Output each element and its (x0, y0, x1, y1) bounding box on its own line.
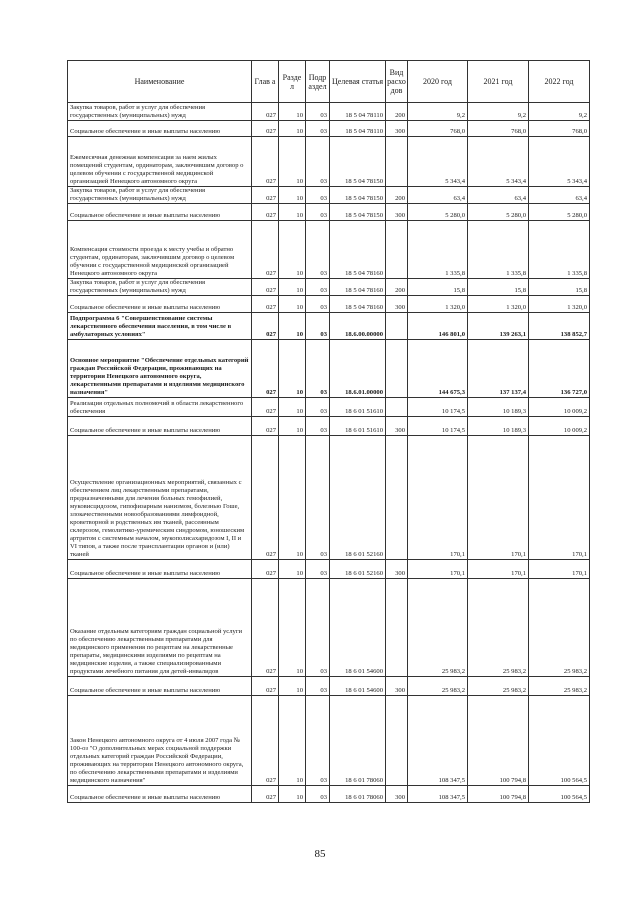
row-podrazdel: 03 (306, 296, 330, 313)
row-name: Закупка товаров, работ и услуг для обеспечения государственных (муниципальных) нужд (68, 279, 252, 296)
row-value-2022: 1 320,0 (529, 296, 590, 313)
table-row (68, 221, 590, 279)
row-glava: 027 (252, 696, 279, 786)
table-row (68, 204, 590, 221)
row-value-2022: 25 983,2 (529, 579, 590, 677)
row-glava: 027 (252, 121, 279, 137)
row-razdel: 10 (279, 137, 306, 187)
row-value-2022: 1 335,8 (529, 221, 590, 279)
row-value-2022: 9,2 (529, 103, 590, 121)
row-value-2021: 10 189,3 (468, 398, 529, 417)
header-expense-type: Вид расхо дов (386, 61, 408, 103)
row-expense-type (386, 221, 408, 279)
row-podrazdel: 03 (306, 121, 330, 137)
table-row (68, 398, 590, 417)
table-row (68, 417, 590, 436)
row-value-2020: 146 801,0 (408, 313, 468, 340)
row-value-2022: 100 564,5 (529, 786, 590, 803)
row-target-article: 18 6 01 52160 (330, 436, 386, 560)
row-value-2020: 1 335,8 (408, 221, 468, 279)
row-target-article: 18 5 04 78110 (330, 103, 386, 121)
row-podrazdel: 03 (306, 279, 330, 296)
row-glava: 027 (252, 417, 279, 436)
row-value-2022: 15,8 (529, 279, 590, 296)
row-name: Социальное обеспечение и иные выплаты населению (68, 296, 252, 313)
row-podrazdel: 03 (306, 340, 330, 398)
row-expense-type: 300 (386, 786, 408, 803)
row-razdel: 10 (279, 417, 306, 436)
row-expense-type (386, 313, 408, 340)
table-row (68, 436, 590, 560)
header-razdel: Разде л (279, 61, 306, 103)
table-row (68, 279, 590, 296)
row-podrazdel: 03 (306, 417, 330, 436)
row-value-2021: 100 794,8 (468, 786, 529, 803)
row-expense-type (386, 137, 408, 187)
row-value-2021: 5 343,4 (468, 137, 529, 187)
row-glava: 027 (252, 296, 279, 313)
table-row (68, 103, 590, 121)
row-expense-type (386, 696, 408, 786)
row-razdel: 10 (279, 340, 306, 398)
row-value-2020: 108 347,5 (408, 786, 468, 803)
row-name: Закупка товаров, работ и услуг для обеспечения государственных (муниципальных) нужд (68, 103, 252, 121)
row-value-2020: 10 174,5 (408, 398, 468, 417)
table-row (68, 187, 590, 204)
row-target-article: 18 6 01 78060 (330, 696, 386, 786)
header-year-2020: 2020 год (408, 61, 468, 103)
table-row (68, 137, 590, 187)
header-year-2022: 2022 год (529, 61, 590, 103)
row-glava: 027 (252, 204, 279, 221)
row-podrazdel: 03 (306, 677, 330, 696)
row-target-article: 18 6 01 51610 (330, 417, 386, 436)
row-razdel: 10 (279, 221, 306, 279)
row-value-2022: 5 343,4 (529, 137, 590, 187)
row-razdel: 10 (279, 436, 306, 560)
row-target-article: 18 5 04 78110 (330, 121, 386, 137)
row-glava: 027 (252, 560, 279, 579)
row-name: Оказание отдельным категориям граждан социальной услуги по обеспечению лекарственными препаратами для медицинского применения по рецептам на лекарственные препараты, медицинскими изделиями по рецептам на медицинские изделия, а также специализированными продуктами лечебного питания для детей-инвалидов (68, 579, 252, 677)
row-value-2020: 1 320,0 (408, 296, 468, 313)
row-razdel: 10 (279, 103, 306, 121)
row-name: Подпрограмма 6 "Совершенствование системы лекарственного обеспечения населения, в том числе в амбулаторных условиях" (68, 313, 252, 340)
row-value-2020: 15,8 (408, 279, 468, 296)
header-year-2021: 2021 год (468, 61, 529, 103)
row-value-2022: 10 009,2 (529, 398, 590, 417)
row-name: Социальное обеспечение и иные выплаты населению (68, 121, 252, 137)
row-target-article: 18.6.01.00000 (330, 340, 386, 398)
row-value-2021: 15,8 (468, 279, 529, 296)
table-row (68, 786, 590, 803)
row-value-2020: 144 675,3 (408, 340, 468, 398)
row-podrazdel: 03 (306, 786, 330, 803)
row-value-2020: 9,2 (408, 103, 468, 121)
row-name: Основное мероприятие "Обеспечение отдельных категорий граждан Российской Федерации, проживающих на территории Ненецкого автономного округа, лекарственными препаратами и изделиями медицинского назначения" (68, 340, 252, 398)
row-razdel: 10 (279, 279, 306, 296)
row-value-2020: 25 983,2 (408, 677, 468, 696)
row-value-2022: 10 009,2 (529, 417, 590, 436)
row-target-article: 18 5 04 78150 (330, 187, 386, 204)
header-glava: Глав а (252, 61, 279, 103)
row-podrazdel: 03 (306, 103, 330, 121)
row-value-2020: 5 280,0 (408, 204, 468, 221)
row-target-article: 18.6.00.00000 (330, 313, 386, 340)
row-name: Социальное обеспечение и иные выплаты населению (68, 417, 252, 436)
row-name: Компенсация стоимости проезда к месту учебы и обратно студентам, ординаторам, заключившим договор о целевом обучении с государственной медицинской организацией Ненецкого автономного округа (68, 221, 252, 279)
page-number: 85 (314, 848, 326, 860)
row-glava: 027 (252, 279, 279, 296)
row-podrazdel: 03 (306, 560, 330, 579)
row-razdel: 10 (279, 786, 306, 803)
row-razdel: 10 (279, 313, 306, 340)
row-glava: 027 (252, 436, 279, 560)
row-glava: 027 (252, 137, 279, 187)
row-name: Закон Ненецкого автономного округа от 4 июля 2007 года № 100-оз "О дополнительных мерах социальной поддержки отдельных категорий граждан Российской Федерации, проживающих на территории Ненецкого автономного округа, по обеспечению лекарственными препаратами и изделиями медицинского назначения" (68, 696, 252, 786)
row-expense-type: 200 (386, 103, 408, 121)
row-glava: 027 (252, 187, 279, 204)
row-razdel: 10 (279, 398, 306, 417)
row-razdel: 10 (279, 187, 306, 204)
row-glava: 027 (252, 221, 279, 279)
row-expense-type (386, 398, 408, 417)
row-value-2021: 139 263,1 (468, 313, 529, 340)
row-glava: 027 (252, 579, 279, 677)
row-expense-type: 300 (386, 417, 408, 436)
row-name: Социальное обеспечение и иные выплаты населению (68, 560, 252, 579)
row-razdel: 10 (279, 204, 306, 221)
header-podrazdel: Подр аздел (306, 61, 330, 103)
row-value-2020: 170,1 (408, 560, 468, 579)
row-value-2022: 63,4 (529, 187, 590, 204)
row-razdel: 10 (279, 579, 306, 677)
row-podrazdel: 03 (306, 137, 330, 187)
header-target-article: Целевая статья (330, 61, 386, 103)
row-name: Реализация отдельных полномочий в области лекарственного обеспечения (68, 398, 252, 417)
row-value-2021: 25 983,2 (468, 579, 529, 677)
table-row (68, 121, 590, 137)
row-expense-type (386, 340, 408, 398)
row-value-2021: 63,4 (468, 187, 529, 204)
table-row (68, 313, 590, 340)
row-value-2022: 170,1 (529, 436, 590, 560)
row-value-2021: 5 280,0 (468, 204, 529, 221)
row-name: Социальное обеспечение и иные выплаты населению (68, 204, 252, 221)
row-value-2022: 170,1 (529, 560, 590, 579)
row-target-article: 18 6 01 54600 (330, 579, 386, 677)
row-glava: 027 (252, 313, 279, 340)
row-expense-type: 300 (386, 121, 408, 137)
row-podrazdel: 03 (306, 398, 330, 417)
row-glava: 027 (252, 103, 279, 121)
row-value-2022: 768,0 (529, 121, 590, 137)
row-podrazdel: 03 (306, 696, 330, 786)
row-value-2020: 63,4 (408, 187, 468, 204)
row-value-2020: 10 174,5 (408, 417, 468, 436)
row-value-2020: 170,1 (408, 436, 468, 560)
row-value-2022: 5 280,0 (529, 204, 590, 221)
row-name: Закупка товаров, работ и услуг для обеспечения государственных (муниципальных) нужд (68, 187, 252, 204)
row-razdel: 10 (279, 296, 306, 313)
row-expense-type: 200 (386, 279, 408, 296)
row-value-2020: 25 983,2 (408, 579, 468, 677)
table-row (68, 296, 590, 313)
row-value-2020: 768,0 (408, 121, 468, 137)
table-row (68, 340, 590, 398)
row-razdel: 10 (279, 696, 306, 786)
row-value-2021: 9,2 (468, 103, 529, 121)
table-body (68, 103, 590, 803)
row-expense-type: 300 (386, 560, 408, 579)
row-value-2021: 170,1 (468, 436, 529, 560)
row-value-2021: 137 137,4 (468, 340, 529, 398)
row-value-2021: 768,0 (468, 121, 529, 137)
row-name: Социальное обеспечение и иные выплаты населению (68, 786, 252, 803)
row-expense-type (386, 579, 408, 677)
row-expense-type (386, 436, 408, 560)
row-name: Осуществление организационных мероприятий, связанных с обеспечением лиц лекарственными препаратами, предназначенными для лечения больных гемофилией, муковисцидозом, гипофизарным нанизмом, болезнью Гоше, злокачественными новообразованиями лимфоидной, кроветворной и родственных им тканей, рассеянным склерозом, гемолитико-уремическим синдромом, юношеским артритом с системным началом, мукополисахаридозом I, II и VI типов, а также после трансплантации органов и (или) тканей (68, 436, 252, 560)
row-target-article: 18 5 04 78150 (330, 137, 386, 187)
row-value-2022: 136 727,0 (529, 340, 590, 398)
table-row (68, 560, 590, 579)
row-expense-type: 200 (386, 187, 408, 204)
row-podrazdel: 03 (306, 436, 330, 560)
row-value-2021: 1 320,0 (468, 296, 529, 313)
row-razdel: 10 (279, 677, 306, 696)
row-razdel: 10 (279, 560, 306, 579)
budget-table (67, 60, 590, 803)
row-target-article: 18 6 01 52160 (330, 560, 386, 579)
row-value-2021: 1 335,8 (468, 221, 529, 279)
row-target-article: 18 5 04 78160 (330, 279, 386, 296)
row-value-2021: 25 983,2 (468, 677, 529, 696)
row-target-article: 18 6 01 54600 (330, 677, 386, 696)
row-podrazdel: 03 (306, 313, 330, 340)
row-razdel: 10 (279, 121, 306, 137)
row-expense-type: 300 (386, 677, 408, 696)
row-name: Ежемесячная денежная компенсация за наем жилых помещений студентам, ординаторам, заключившим договор о целевом обучении с государственной медицинской организацией Ненецкого автономного округа (68, 137, 252, 187)
row-value-2022: 100 564,5 (529, 696, 590, 786)
header-name: Наименование (68, 61, 252, 103)
row-glava: 027 (252, 398, 279, 417)
row-target-article: 18 5 04 78160 (330, 221, 386, 279)
row-name: Социальное обеспечение и иные выплаты населению (68, 677, 252, 696)
row-glava: 027 (252, 340, 279, 398)
row-target-article: 18 6 01 51610 (330, 398, 386, 417)
row-podrazdel: 03 (306, 579, 330, 677)
row-target-article: 18 5 04 78150 (330, 204, 386, 221)
row-value-2022: 138 852,7 (529, 313, 590, 340)
row-podrazdel: 03 (306, 187, 330, 204)
row-value-2021: 100 794,8 (468, 696, 529, 786)
row-expense-type: 300 (386, 204, 408, 221)
row-value-2020: 108 347,5 (408, 696, 468, 786)
table-row (68, 696, 590, 786)
table-row (68, 677, 590, 696)
row-target-article: 18 5 04 78160 (330, 296, 386, 313)
row-value-2022: 25 983,2 (529, 677, 590, 696)
row-glava: 027 (252, 786, 279, 803)
table-row (68, 579, 590, 677)
row-podrazdel: 03 (306, 221, 330, 279)
table-header-row (68, 61, 590, 103)
row-target-article: 18 6 01 78060 (330, 786, 386, 803)
row-podrazdel: 03 (306, 204, 330, 221)
row-glava: 027 (252, 677, 279, 696)
row-value-2021: 10 189,3 (468, 417, 529, 436)
row-value-2021: 170,1 (468, 560, 529, 579)
row-expense-type: 300 (386, 296, 408, 313)
row-value-2020: 5 343,4 (408, 137, 468, 187)
